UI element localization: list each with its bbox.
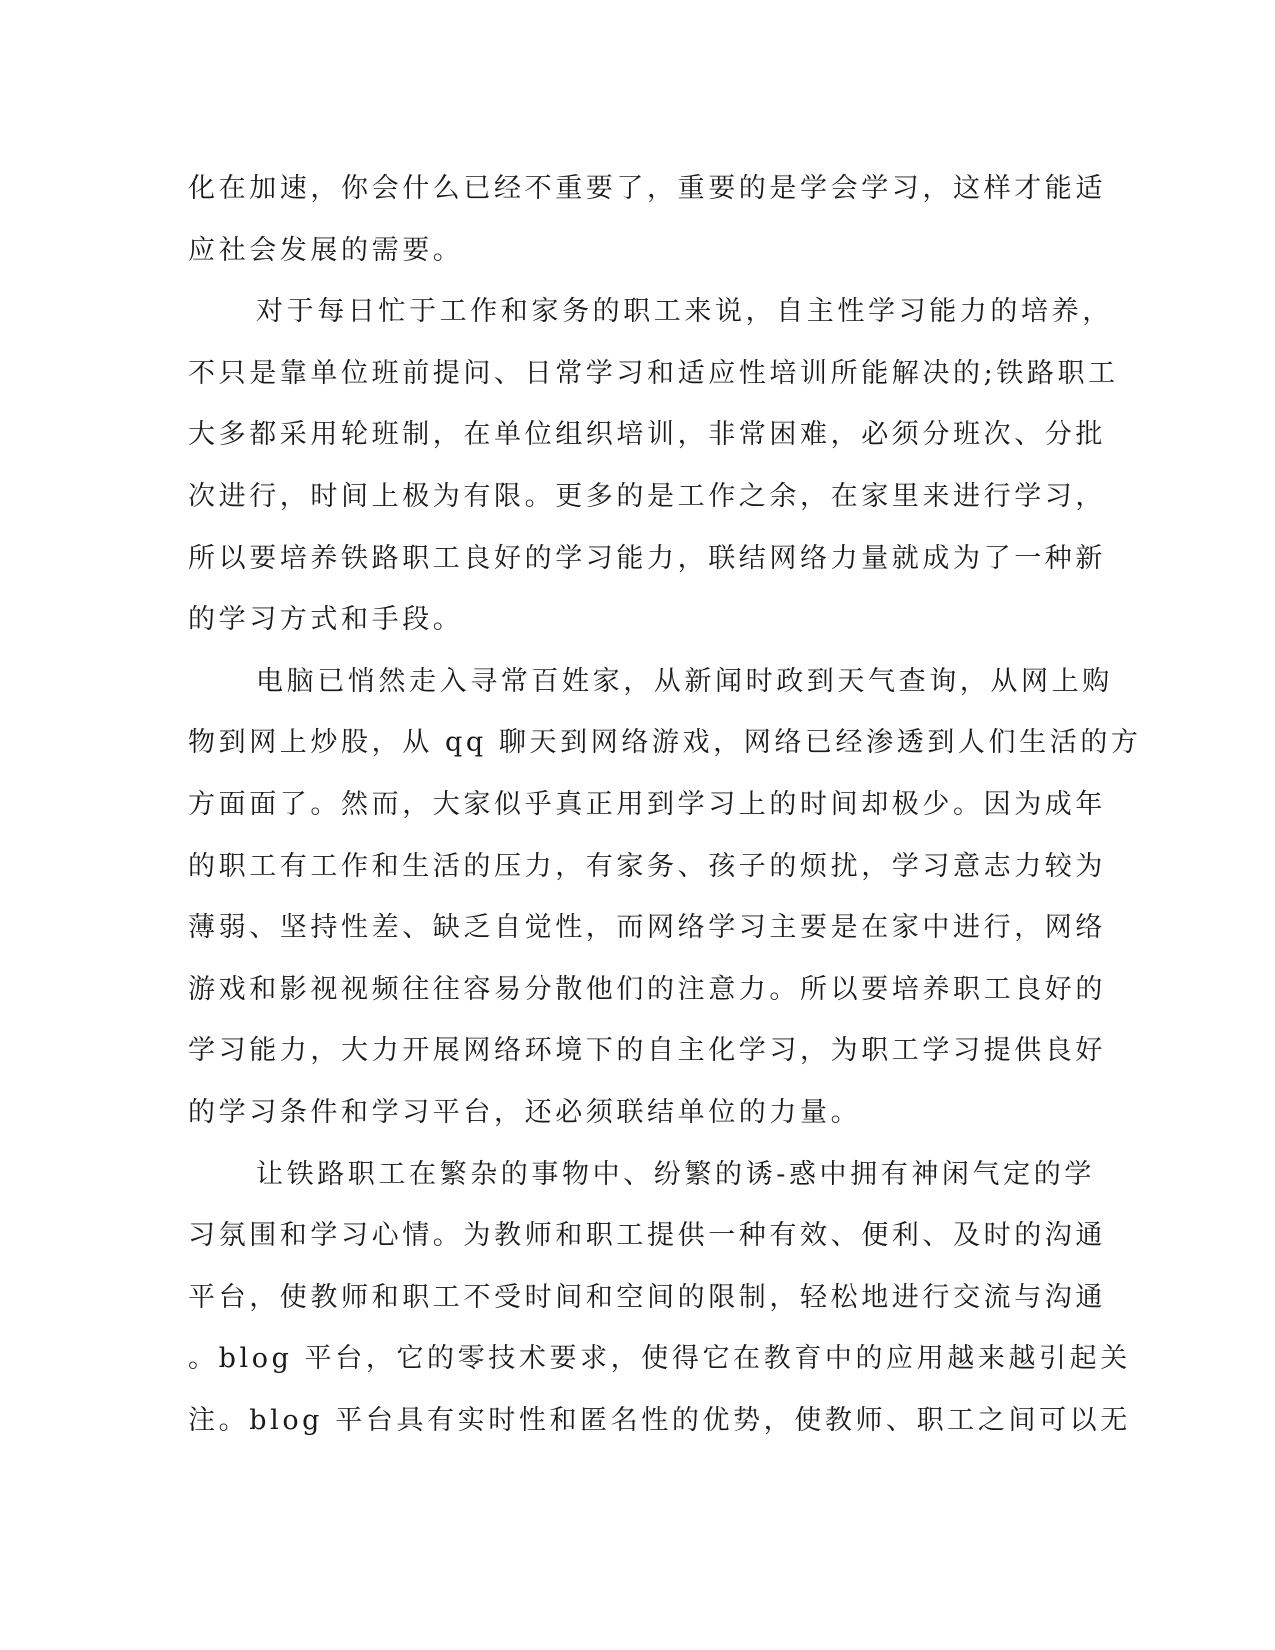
text-line: 学习能力，大力开展网络环境下的自主化学习，为职工学习提供良好	[188, 1035, 1106, 1067]
text-line: 应社会发展的需要。	[188, 234, 464, 266]
text-line: 平台，使教师和职工不受时间和空间的限制，轻松地进行交流与沟通	[188, 1281, 1106, 1313]
text-line: 方面面了。然而，大家似乎真正用到学习上的时间却极少。因为成年	[188, 788, 1106, 820]
text-line: 所以要培养铁路职工良好的学习能力，联结网络力量就成为了一种新	[188, 542, 1106, 574]
text-line: 的学习条件和学习平台，还必须联结单位的力量。	[188, 1096, 862, 1128]
text-line: 游戏和影视视频往往容易分散他们的注意力。所以要培养职工良好的	[188, 973, 1106, 1005]
text-line: 不只是靠单位班前提问、日常学习和适应性培训所能解决的;铁路职工	[188, 357, 1119, 389]
text-line: 注。blog 平台具有实时性和匿名性的优势，使教师、职工之间可以无	[188, 1404, 1131, 1436]
text-line: 的职工有工作和生活的压力，有家务、孩子的烦扰，学习意志力较为	[188, 850, 1106, 882]
body-text	[188, 158, 1142, 1451]
text-line: 对于每日忙于工作和家务的职工来说，自主性学习能力的培养，	[256, 296, 1113, 328]
text-line: 。blog 平台，它的零技术要求，使得它在教育中的应用越来越引起关	[188, 1343, 1131, 1375]
text-line: 习氛围和学习心情。为教师和职工提供一种有效、便利、及时的沟通	[188, 1220, 1106, 1252]
text-line: 次进行，时间上极为有限。更多的是工作之余，在家里来进行学习，	[188, 480, 1106, 512]
text-line: 大多都采用轮班制，在单位组织培训，非常困难，必须分班次、分批	[188, 419, 1106, 451]
text-line: 的学习方式和手段。	[188, 604, 464, 636]
text-line: 电脑已悄然走入寻常百姓家，从新闻时政到天气查询，从网上购	[256, 665, 1113, 697]
text-line: 薄弱、坚持性差、缺乏自觉性，而网络学习主要是在家中进行，网络	[188, 912, 1106, 944]
text-line: 物到网上炒股，从 qq 聊天到网络游戏，网络已经渗透到人们生活的方	[188, 727, 1142, 759]
text-line: 化在加速，你会什么已经不重要了，重要的是学会学习，这样才能适	[188, 173, 1106, 204]
text-line: 让铁路职工在繁杂的事物中、纷繁的诱-惑中拥有神闲气定的学	[256, 1158, 1095, 1190]
